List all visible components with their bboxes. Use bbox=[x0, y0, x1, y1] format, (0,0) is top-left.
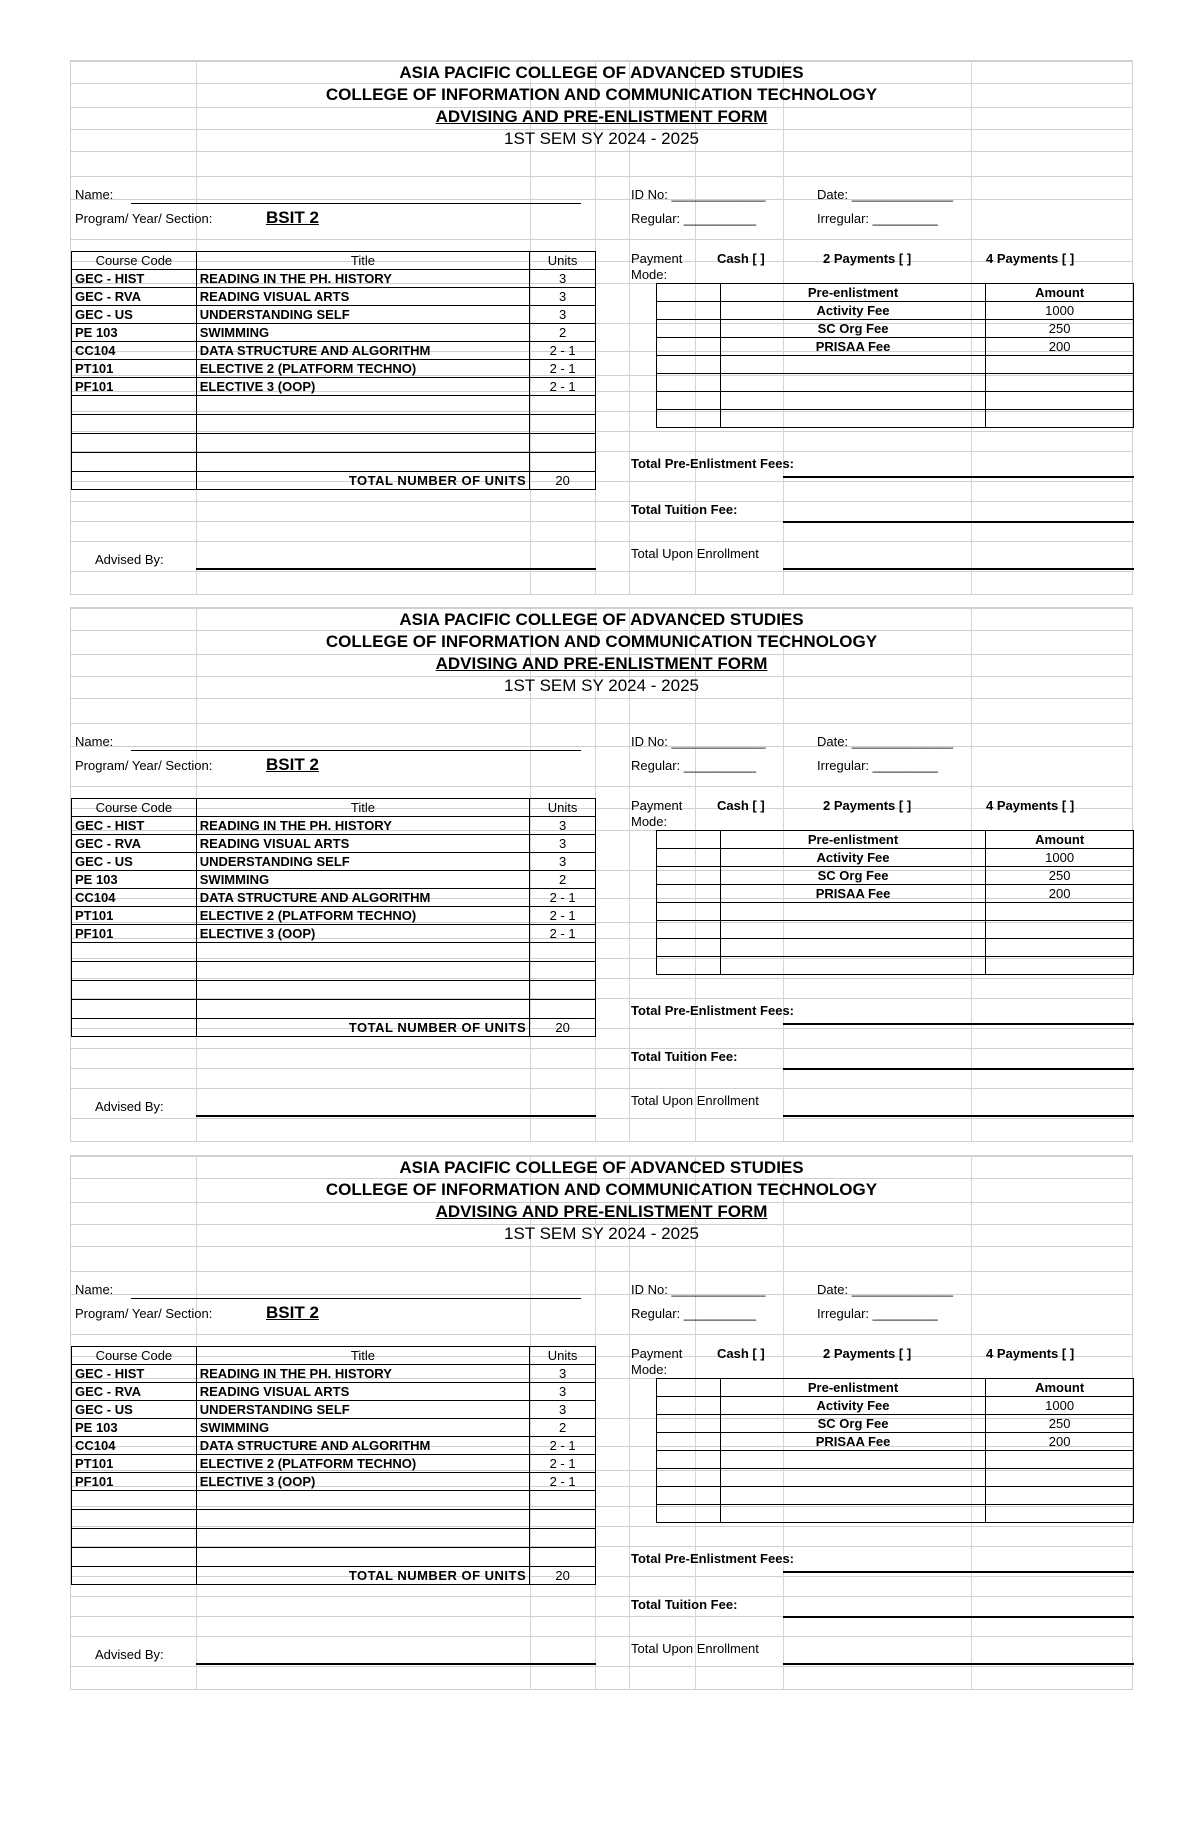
id-label: ID No: bbox=[631, 1282, 668, 1297]
total-tuition-line[interactable] bbox=[783, 521, 1134, 523]
course-code: GEC - RVA bbox=[72, 835, 197, 853]
empty-course-row[interactable] bbox=[72, 415, 596, 434]
fee-amount: 200 bbox=[986, 338, 1134, 356]
irregular-field[interactable]: _________ bbox=[872, 211, 938, 226]
course-title: READING IN THE PH. HISTORY bbox=[196, 1365, 529, 1383]
units-header: Units bbox=[530, 252, 596, 270]
enlistment-form-copy bbox=[70, 60, 1133, 595]
school-name: ASIA PACIFIC COLLEGE OF ADVANCED STUDIES bbox=[399, 63, 804, 82]
total-units-value: 20 bbox=[530, 472, 596, 490]
course-code: GEC - HIST bbox=[72, 817, 197, 835]
advised-by-signature-line[interactable] bbox=[196, 568, 596, 570]
total-units-label: TOTAL NUMBER OF UNITS bbox=[196, 1019, 529, 1037]
empty-fee-row[interactable] bbox=[657, 1505, 1134, 1523]
empty-fee-row[interactable] bbox=[657, 1451, 1134, 1469]
total-upon-enrollment-label: Total Upon Enrollment bbox=[631, 546, 759, 561]
course-code: GEC - RVA bbox=[72, 288, 197, 306]
irregular-label: Irregular: bbox=[817, 211, 870, 226]
empty-course-row[interactable] bbox=[72, 943, 596, 962]
course-row bbox=[72, 889, 596, 907]
name-label: Name: bbox=[75, 1282, 114, 1297]
course-code: GEC - HIST bbox=[72, 1365, 197, 1383]
course-row bbox=[72, 1383, 596, 1401]
course-title: ELECTIVE 3 (OOP) bbox=[196, 378, 529, 396]
grid-line bbox=[71, 1246, 1132, 1247]
course-row bbox=[72, 925, 596, 943]
course-table bbox=[71, 798, 596, 1037]
course-title: ELECTIVE 3 (OOP) bbox=[196, 1473, 529, 1491]
course-code-header: Course Code bbox=[72, 799, 197, 817]
grid-line bbox=[71, 1118, 1132, 1119]
cash-option[interactable]: Cash [ ] bbox=[717, 251, 765, 266]
name-field[interactable] bbox=[131, 1298, 581, 1299]
course-units: 2 - 1 bbox=[530, 925, 596, 943]
course-title: READING VISUAL ARTS bbox=[196, 288, 529, 306]
college-name: COLLEGE OF INFORMATION AND COMMUNICATION TECHNOLOGY bbox=[325, 632, 878, 651]
course-units: 2 - 1 bbox=[530, 889, 596, 907]
date-field[interactable]: ______________ bbox=[851, 187, 953, 202]
amount-header: Amount bbox=[986, 1379, 1134, 1397]
program-value: BSIT 2 bbox=[266, 1303, 319, 1322]
course-title: SWIMMING bbox=[196, 324, 529, 342]
grid-line bbox=[71, 151, 1132, 152]
fee-row bbox=[657, 320, 1134, 338]
course-units: 2 bbox=[530, 1419, 596, 1437]
advised-by-label: Advised By: bbox=[95, 552, 164, 567]
grid-line bbox=[71, 1088, 1132, 1089]
total-upon-enrollment-line[interactable] bbox=[783, 1663, 1134, 1665]
pre-enlistment-header: Pre-enlistment bbox=[720, 1379, 985, 1397]
course-code: GEC - US bbox=[72, 1401, 197, 1419]
pre-enlistment-header: Pre-enlistment bbox=[720, 831, 985, 849]
grid-line bbox=[71, 1271, 1132, 1272]
empty-fee-row[interactable] bbox=[657, 957, 1134, 975]
course-title: UNDERSTANDING SELF bbox=[196, 853, 529, 871]
total-units-value: 20 bbox=[530, 1567, 596, 1585]
course-code: GEC - US bbox=[72, 853, 197, 871]
total-pre-enlistment-line[interactable] bbox=[783, 1023, 1134, 1025]
semester: 1ST SEM SY 2024 - 2025 bbox=[504, 129, 699, 148]
grid-line bbox=[71, 61, 1132, 62]
date-label: Date: bbox=[817, 734, 849, 749]
course-title: READING IN THE PH. HISTORY bbox=[196, 817, 529, 835]
advised-by-label: Advised By: bbox=[95, 1647, 164, 1662]
irregular-field[interactable]: _________ bbox=[872, 1306, 938, 1321]
empty-course-row[interactable] bbox=[72, 1529, 596, 1548]
total-tuition-line[interactable] bbox=[783, 1616, 1134, 1618]
regular-field[interactable]: __________ bbox=[683, 1306, 757, 1321]
grid-line bbox=[71, 608, 1132, 609]
fee-item: PRISAA Fee bbox=[720, 1433, 985, 1451]
course-code: CC104 bbox=[72, 342, 197, 360]
course-units: 2 - 1 bbox=[530, 360, 596, 378]
course-title: SWIMMING bbox=[196, 1419, 529, 1437]
total-units-label: TOTAL NUMBER OF UNITS bbox=[196, 472, 529, 490]
advised-by-signature-line[interactable] bbox=[196, 1115, 596, 1117]
form-title: ADVISING AND PRE-ENLISTMENT FORM bbox=[435, 1202, 768, 1221]
course-code: PF101 bbox=[72, 378, 197, 396]
course-title: ELECTIVE 2 (PLATFORM TECHNO) bbox=[196, 907, 529, 925]
empty-fee-row[interactable] bbox=[657, 392, 1134, 410]
empty-fee-row[interactable] bbox=[657, 1469, 1134, 1487]
grid-line bbox=[71, 786, 1132, 787]
total-upon-enrollment-label: Total Upon Enrollment bbox=[631, 1093, 759, 1108]
grid-line bbox=[71, 83, 1132, 84]
course-row bbox=[72, 378, 596, 396]
college-name: COLLEGE OF INFORMATION AND COMMUNICATION TECHNOLOGY bbox=[325, 85, 878, 104]
course-units: 3 bbox=[530, 817, 596, 835]
total-pre-enlistment-line[interactable] bbox=[783, 1571, 1134, 1573]
course-row bbox=[72, 871, 596, 889]
four-payments-option[interactable]: 4 Payments [ ] bbox=[986, 251, 1075, 266]
empty-course-row[interactable] bbox=[72, 1510, 596, 1529]
name-field[interactable] bbox=[131, 203, 581, 204]
course-code: CC104 bbox=[72, 1437, 197, 1455]
fee-row bbox=[657, 867, 1134, 885]
grid-line bbox=[71, 1178, 1132, 1179]
id-field[interactable]: _____________ bbox=[671, 734, 766, 749]
amount-header: Amount bbox=[986, 284, 1134, 302]
advised-by-label: Advised By: bbox=[95, 1099, 164, 1114]
program-label: Program/ Year/ Section: bbox=[75, 1306, 213, 1321]
course-row bbox=[72, 342, 596, 360]
program-value: BSIT 2 bbox=[266, 755, 319, 774]
course-code: PF101 bbox=[72, 1473, 197, 1491]
empty-fee-row[interactable] bbox=[657, 1487, 1134, 1505]
course-units: 3 bbox=[530, 853, 596, 871]
empty-course-row[interactable] bbox=[72, 453, 596, 472]
fee-amount: 1000 bbox=[986, 849, 1134, 867]
irregular-label: Irregular: bbox=[817, 1306, 870, 1321]
amount-header: Amount bbox=[986, 831, 1134, 849]
course-units: 3 bbox=[530, 306, 596, 324]
fee-item: PRISAA Fee bbox=[720, 338, 985, 356]
grid-line bbox=[71, 1636, 1132, 1637]
total-upon-enrollment-line[interactable] bbox=[783, 568, 1134, 570]
program-label: Program/ Year/ Section: bbox=[75, 211, 213, 226]
course-code: CC104 bbox=[72, 889, 197, 907]
advised-by-signature-line[interactable] bbox=[196, 1663, 596, 1665]
fee-amount: 250 bbox=[986, 1415, 1134, 1433]
course-title: ELECTIVE 3 (OOP) bbox=[196, 925, 529, 943]
units-header: Units bbox=[530, 799, 596, 817]
course-code: PE 103 bbox=[72, 324, 197, 342]
course-title: READING VISUAL ARTS bbox=[196, 835, 529, 853]
course-row bbox=[72, 324, 596, 342]
school-name: ASIA PACIFIC COLLEGE OF ADVANCED STUDIES bbox=[399, 610, 804, 629]
four-payments-option[interactable]: 4 Payments [ ] bbox=[986, 1346, 1075, 1361]
course-units: 3 bbox=[530, 270, 596, 288]
grid-line bbox=[71, 1666, 1132, 1667]
name-field[interactable] bbox=[131, 750, 581, 751]
course-units: 3 bbox=[530, 288, 596, 306]
course-title: DATA STRUCTURE AND ALGORITHM bbox=[196, 1437, 529, 1455]
course-units: 2 - 1 bbox=[530, 378, 596, 396]
fee-item: Activity Fee bbox=[720, 849, 985, 867]
payment-mode-label: Payment Mode: bbox=[631, 251, 683, 282]
grid-line bbox=[71, 239, 1132, 240]
course-table bbox=[71, 1346, 596, 1585]
fee-item: PRISAA Fee bbox=[720, 885, 985, 903]
course-code: PT101 bbox=[72, 360, 197, 378]
total-upon-enrollment-label: Total Upon Enrollment bbox=[631, 1641, 759, 1656]
empty-course-row[interactable] bbox=[72, 434, 596, 453]
fee-amount: 200 bbox=[986, 885, 1134, 903]
course-units: 3 bbox=[530, 835, 596, 853]
course-units: 2 - 1 bbox=[530, 1437, 596, 1455]
fee-row bbox=[657, 1433, 1134, 1451]
total-tuition-label: Total Tuition Fee: bbox=[631, 502, 738, 517]
fee-amount: 200 bbox=[986, 1433, 1134, 1451]
course-title: READING IN THE PH. HISTORY bbox=[196, 270, 529, 288]
course-units: 2 bbox=[530, 324, 596, 342]
fee-row bbox=[657, 849, 1134, 867]
course-row bbox=[72, 853, 596, 871]
course-units: 3 bbox=[530, 1365, 596, 1383]
course-code: PT101 bbox=[72, 907, 197, 925]
course-row bbox=[72, 306, 596, 324]
empty-course-row[interactable] bbox=[72, 962, 596, 981]
course-code: GEC - HIST bbox=[72, 270, 197, 288]
course-code: PF101 bbox=[72, 925, 197, 943]
school-name: ASIA PACIFIC COLLEGE OF ADVANCED STUDIES bbox=[399, 1158, 804, 1177]
title-header: Title bbox=[196, 799, 529, 817]
payment-mode-label: Payment Mode: bbox=[631, 798, 683, 829]
program-label: Program/ Year/ Section: bbox=[75, 758, 213, 773]
empty-course-row[interactable] bbox=[72, 396, 596, 415]
id-field[interactable]: _____________ bbox=[671, 187, 766, 202]
id-label: ID No: bbox=[631, 187, 668, 202]
semester: 1ST SEM SY 2024 - 2025 bbox=[504, 1224, 699, 1243]
course-row bbox=[72, 1437, 596, 1455]
fee-amount: 1000 bbox=[986, 302, 1134, 320]
course-units: 2 bbox=[530, 871, 596, 889]
grid-line bbox=[71, 1048, 1132, 1049]
empty-fee-row[interactable] bbox=[657, 374, 1134, 392]
date-field[interactable]: ______________ bbox=[851, 734, 953, 749]
course-code: GEC - US bbox=[72, 306, 197, 324]
course-table bbox=[71, 251, 596, 490]
course-units: 3 bbox=[530, 1401, 596, 1419]
course-code: PE 103 bbox=[72, 871, 197, 889]
course-title: UNDERSTANDING SELF bbox=[196, 1401, 529, 1419]
program-value: BSIT 2 bbox=[266, 208, 319, 227]
regular-label: Regular: bbox=[631, 758, 681, 773]
regular-label: Regular: bbox=[631, 211, 681, 226]
course-code-header: Course Code bbox=[72, 252, 197, 270]
enlistment-form-copy bbox=[70, 607, 1133, 1142]
two-payments-option[interactable]: 2 Payments [ ] bbox=[823, 798, 912, 813]
grid-line bbox=[71, 1596, 1132, 1597]
fee-row bbox=[657, 338, 1134, 356]
form-title: ADVISING AND PRE-ENLISTMENT FORM bbox=[435, 654, 768, 673]
empty-fee-row[interactable] bbox=[657, 921, 1134, 939]
title-header: Title bbox=[196, 252, 529, 270]
date-field[interactable]: ______________ bbox=[851, 1282, 953, 1297]
total-pre-enlistment-label: Total Pre-Enlistment Fees: bbox=[631, 456, 795, 471]
course-units: 2 - 1 bbox=[530, 342, 596, 360]
name-label: Name: bbox=[75, 734, 114, 749]
fees-table bbox=[656, 1378, 1134, 1523]
grid-line bbox=[71, 1334, 1132, 1335]
course-row bbox=[72, 1473, 596, 1491]
grid-line bbox=[71, 571, 1132, 572]
course-title: SWIMMING bbox=[196, 871, 529, 889]
enlistment-form-copy bbox=[70, 1155, 1133, 1690]
empty-course-row[interactable] bbox=[72, 981, 596, 1000]
semester: 1ST SEM SY 2024 - 2025 bbox=[504, 676, 699, 695]
date-label: Date: bbox=[817, 1282, 849, 1297]
regular-field[interactable]: __________ bbox=[683, 758, 757, 773]
course-code-header: Course Code bbox=[72, 1347, 197, 1365]
course-row bbox=[72, 1365, 596, 1383]
course-units: 2 - 1 bbox=[530, 1455, 596, 1473]
course-title: DATA STRUCTURE AND ALGORITHM bbox=[196, 342, 529, 360]
course-code: PE 103 bbox=[72, 1419, 197, 1437]
fee-amount: 250 bbox=[986, 320, 1134, 338]
name-label: Name: bbox=[75, 187, 114, 202]
total-tuition-label: Total Tuition Fee: bbox=[631, 1049, 738, 1064]
course-title: UNDERSTANDING SELF bbox=[196, 306, 529, 324]
course-title: ELECTIVE 2 (PLATFORM TECHNO) bbox=[196, 1455, 529, 1473]
empty-fee-row[interactable] bbox=[657, 939, 1134, 957]
course-units: 2 - 1 bbox=[530, 907, 596, 925]
grid-line bbox=[71, 541, 1132, 542]
id-label: ID No: bbox=[631, 734, 668, 749]
fee-item: SC Org Fee bbox=[720, 1415, 985, 1433]
course-row bbox=[72, 270, 596, 288]
total-units-value: 20 bbox=[530, 1019, 596, 1037]
units-header: Units bbox=[530, 1347, 596, 1365]
course-row bbox=[72, 1401, 596, 1419]
total-units-label: TOTAL NUMBER OF UNITS bbox=[196, 1567, 529, 1585]
course-row bbox=[72, 835, 596, 853]
course-units: 2 - 1 bbox=[530, 1473, 596, 1491]
empty-course-row[interactable] bbox=[72, 1548, 596, 1567]
form-title: ADVISING AND PRE-ENLISTMENT FORM bbox=[435, 107, 768, 126]
cash-option[interactable]: Cash [ ] bbox=[717, 798, 765, 813]
fee-row bbox=[657, 885, 1134, 903]
grid-line bbox=[71, 1294, 1132, 1295]
regular-label: Regular: bbox=[631, 1306, 681, 1321]
course-code: PT101 bbox=[72, 1455, 197, 1473]
two-payments-option[interactable]: 2 Payments [ ] bbox=[823, 251, 912, 266]
total-pre-enlistment-label: Total Pre-Enlistment Fees: bbox=[631, 1551, 795, 1566]
course-row bbox=[72, 817, 596, 835]
grid-line bbox=[71, 723, 1132, 724]
grid-line bbox=[71, 630, 1132, 631]
title-header: Title bbox=[196, 1347, 529, 1365]
course-title: DATA STRUCTURE AND ALGORITHM bbox=[196, 889, 529, 907]
grid-line bbox=[71, 501, 1132, 502]
course-row bbox=[72, 907, 596, 925]
four-payments-option[interactable]: 4 Payments [ ] bbox=[986, 798, 1075, 813]
payment-mode-label: Payment Mode: bbox=[631, 1346, 683, 1377]
empty-course-row[interactable] bbox=[72, 1491, 596, 1510]
empty-fee-row[interactable] bbox=[657, 903, 1134, 921]
fee-item: SC Org Fee bbox=[720, 320, 985, 338]
fees-table bbox=[656, 830, 1134, 975]
college-name: COLLEGE OF INFORMATION AND COMMUNICATION TECHNOLOGY bbox=[325, 1180, 878, 1199]
empty-course-row[interactable] bbox=[72, 1000, 596, 1019]
two-payments-option[interactable]: 2 Payments [ ] bbox=[823, 1346, 912, 1361]
course-code: GEC - RVA bbox=[72, 1383, 197, 1401]
fee-row bbox=[657, 1415, 1134, 1433]
total-tuition-line[interactable] bbox=[783, 1068, 1134, 1070]
cash-option[interactable]: Cash [ ] bbox=[717, 1346, 765, 1361]
grid-line bbox=[71, 698, 1132, 699]
fee-item: Activity Fee bbox=[720, 302, 985, 320]
fee-amount: 250 bbox=[986, 867, 1134, 885]
grid-line bbox=[71, 1156, 1132, 1157]
total-tuition-label: Total Tuition Fee: bbox=[631, 1597, 738, 1612]
grid-line bbox=[71, 176, 1132, 177]
fee-item: SC Org Fee bbox=[720, 867, 985, 885]
course-title: ELECTIVE 2 (PLATFORM TECHNO) bbox=[196, 360, 529, 378]
empty-fee-row[interactable] bbox=[657, 410, 1134, 428]
irregular-label: Irregular: bbox=[817, 758, 870, 773]
empty-fee-row[interactable] bbox=[657, 356, 1134, 374]
total-pre-enlistment-line[interactable] bbox=[783, 476, 1134, 478]
course-units: 3 bbox=[530, 1383, 596, 1401]
fee-row bbox=[657, 302, 1134, 320]
fees-table bbox=[656, 283, 1134, 428]
grid-line bbox=[71, 199, 1132, 200]
date-label: Date: bbox=[817, 187, 849, 202]
pre-enlistment-header: Pre-enlistment bbox=[720, 284, 985, 302]
fee-item: Activity Fee bbox=[720, 1397, 985, 1415]
course-row bbox=[72, 288, 596, 306]
irregular-field[interactable]: _________ bbox=[872, 758, 938, 773]
id-field[interactable]: _____________ bbox=[671, 1282, 766, 1297]
course-title: READING VISUAL ARTS bbox=[196, 1383, 529, 1401]
course-row bbox=[72, 360, 596, 378]
course-row bbox=[72, 1419, 596, 1437]
fee-row bbox=[657, 1397, 1134, 1415]
regular-field[interactable]: __________ bbox=[683, 211, 757, 226]
course-row bbox=[72, 1455, 596, 1473]
grid-line bbox=[71, 746, 1132, 747]
total-upon-enrollment-line[interactable] bbox=[783, 1115, 1134, 1117]
fee-amount: 1000 bbox=[986, 1397, 1134, 1415]
total-pre-enlistment-label: Total Pre-Enlistment Fees: bbox=[631, 1003, 795, 1018]
